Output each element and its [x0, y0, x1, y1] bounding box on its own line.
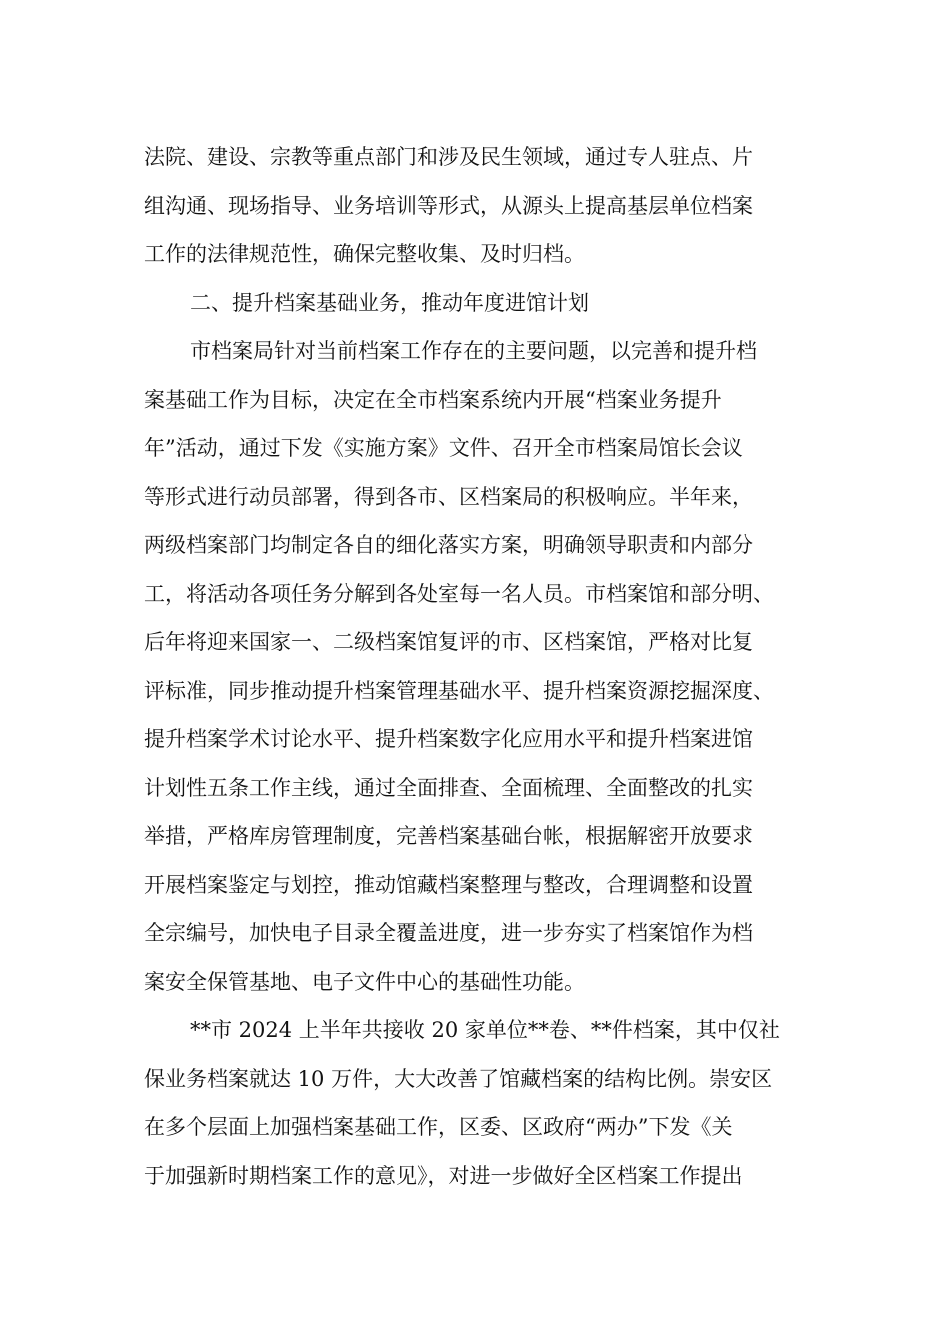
paragraph-1 [144, 133, 834, 279]
text-line: 评标准，同步推动提升档案管理基础水平、提升档案资源挖掘深度、 [144, 678, 774, 703]
text-line: 计划性五条工作主线，通过全面排查、全面梳理、全面整改的扎实 [144, 775, 753, 800]
text-line: 举措，严格库房管理制度，完善档案基础台帐，根据解密开放要求 [144, 824, 753, 848]
text-line: **市 2024 上半年共接收 20 家单位**卷、**件档案，其中仅社 [190, 1018, 780, 1042]
text-line: 保业务档案就达 10 万件，大大改善了馆藏档案的结构比例。崇安区 [144, 1066, 773, 1091]
text-line: 组沟通、现场指导、业务培训等形式，从源头上提高基层单位档案 [144, 193, 753, 218]
text-line: 工作的法律规范性，确保完整收集、及时归档。 [144, 242, 585, 266]
section-heading [144, 279, 834, 328]
section-heading-text: 二、提升档案基础业务，推动年度进馆计划 [190, 290, 589, 315]
text-line: 案安全保管基地、电子文件中心的基础性功能。 [144, 969, 585, 994]
text-line: 开展档案鉴定与划控，推动馆藏档案整理与整改，合理调整和设置 [144, 872, 753, 897]
text-line: 法院、建设、宗教等重点部门和涉及民生领域，通过专人驻点、片 [144, 145, 753, 169]
text-line: 在多个层面上加强档案基础工作，区委、区政府“两办”下发《关 [144, 1115, 733, 1139]
text-line: 案基础工作为目标，决定在全市档案系统内开展“档案业务提升 [144, 387, 722, 412]
text-line: 提升档案学术讨论水平、提升档案数字化应用水平和提升档案进馆 [144, 727, 753, 751]
text-line: 等形式进行动员部署，得到各市、区档案局的积极响应。半年来， [144, 484, 753, 509]
text-line: 工，将活动各项任务分解到各处室每一名人员。市档案馆和部分明、 [144, 581, 774, 606]
paragraph-3 [144, 1006, 834, 1200]
text-line: 市档案局针对当前档案工作存在的主要问题，以完善和提升档 [190, 339, 757, 363]
document-body [144, 133, 834, 1200]
text-line: 于加强新时期档案工作的意见》，对进一步做好全区档案工作提出 [144, 1163, 743, 1188]
text-line: 全宗编号，加快电子目录全覆盖进度，进一步夯实了档案馆作为档 [144, 921, 753, 945]
text-line: 年”活动，通过下发《实施方案》文件、召开全市档案局馆长会议 [144, 436, 743, 460]
paragraph-2 [144, 327, 834, 1006]
text-line: 后年将迎来国家一、二级档案馆复评的市、区档案馆，严格对比复 [144, 630, 753, 654]
text-line: 两级档案部门均制定各自的细化落实方案，明确领导职责和内部分 [144, 533, 753, 557]
